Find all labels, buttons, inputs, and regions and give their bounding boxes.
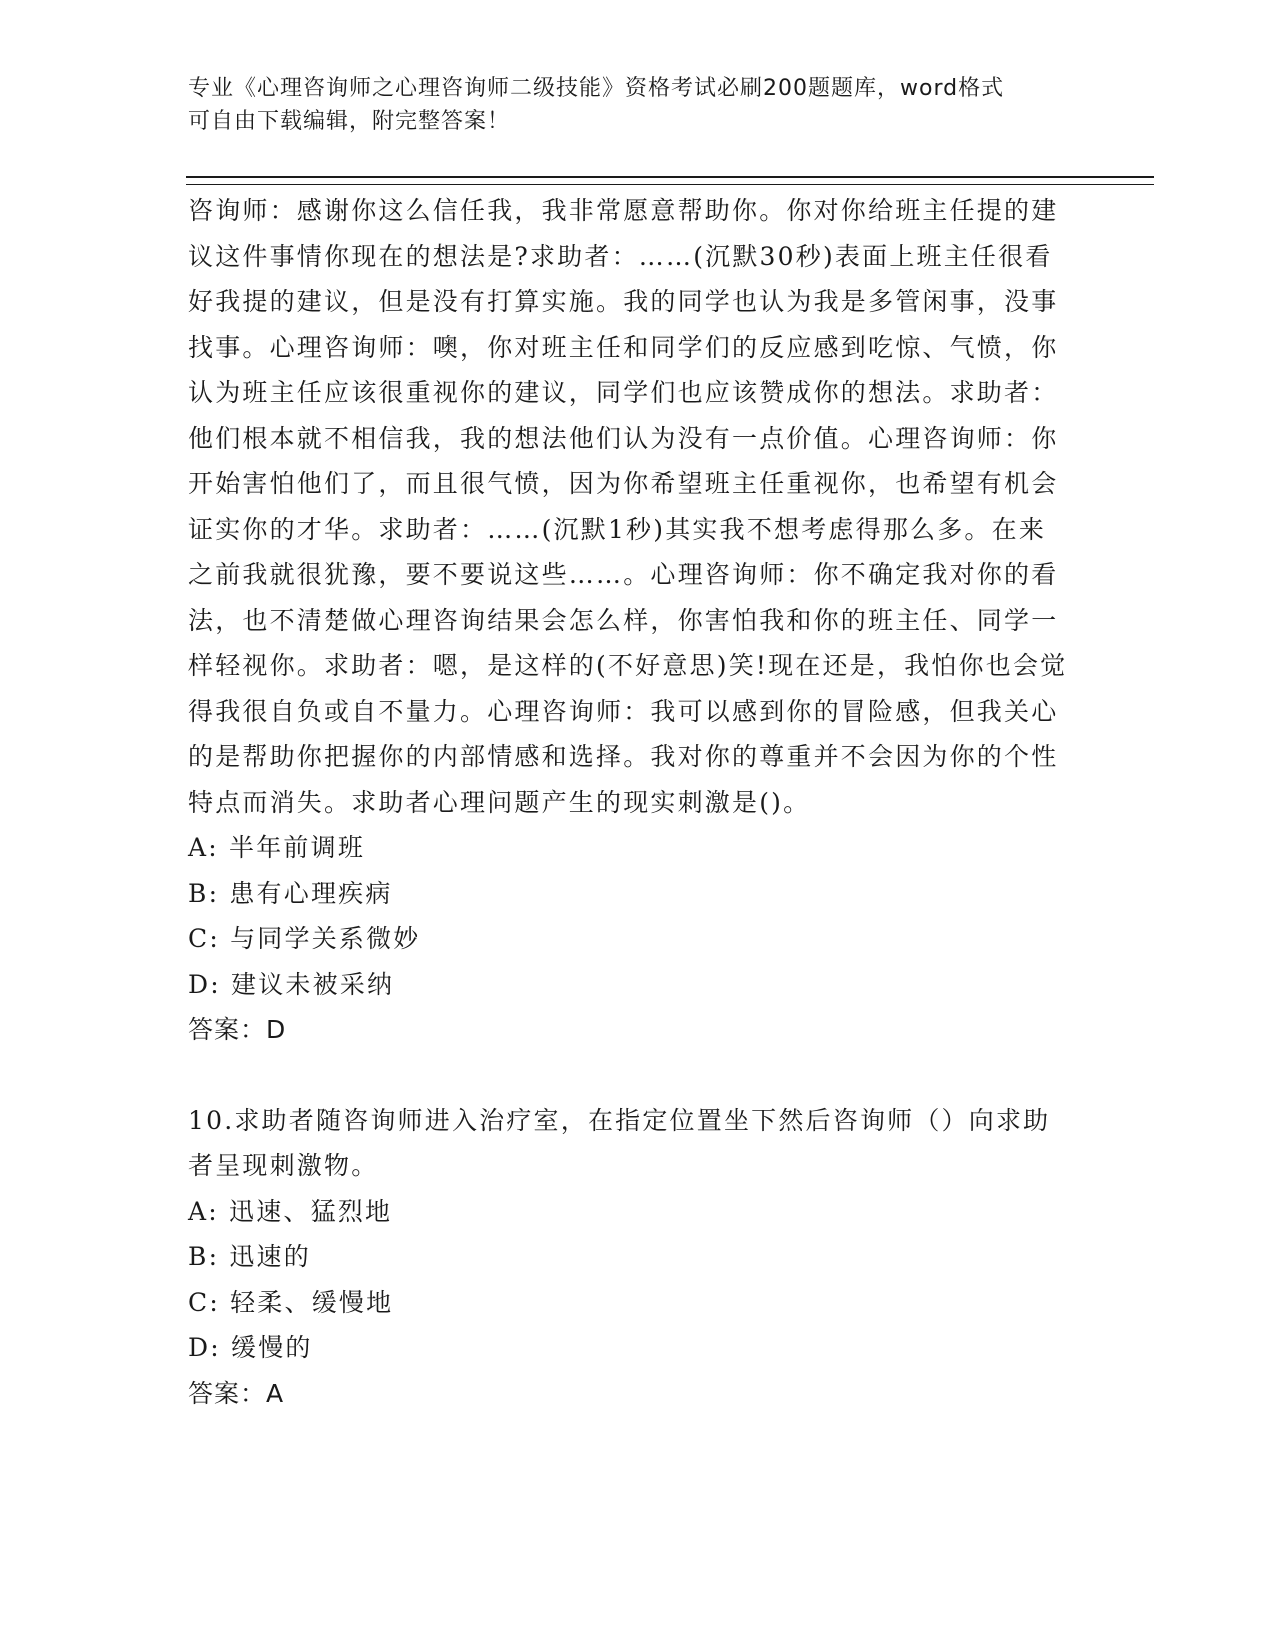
header-line-2: 可自由下载编辑，附完整答案！	[188, 109, 511, 134]
question-spacer	[188, 1053, 1068, 1098]
question-10-stem: 10.求助者随咨询师进入治疗室，在指定位置坐下然后咨询师（）向求助者呈现刺激物。	[188, 1105, 1051, 1180]
question-9-passage: 咨询师：感谢你这么信任我，我非常愿意帮助你。你对你给班主任提的建议这件事情你现在的想法是?求助者：……(沉默30秒)表面上班主任很看好我提的建议，但是没有打算实施。我的同学也认为我是多管闲事，没事找事。心理咨询师：噢，你对班主任和同学们的反应感到吃惊、气愤，你认为班主任应该很重视你的建议，同学们也应该赞成你的想法。求助者：他们根本就不相信我，我的想法他们认为没有一点价值。心理咨询师：你开始害怕他们了，而且很气愤，因为你希望班主任重视你，也希望有机会证实你的才华。求助者：……(沉默1秒)其实我不想考虑得那么多。在来之前我就很犹豫，要不要说这些……。心理咨询师：你不确定我对你的看法，也不清楚做心理咨询结果会怎么样，你害怕我和你的班主任、同学一样轻视你。求助者：嗯，是这样的(不好意思)笑!现在还是，我怕你也会觉得我很自负或自不量力。心理咨询师：我可以感到你的冒险感，但我关心的是帮助你把握你的内部情感和选择。我对你的尊重并不会因为你的个性特点而消失。求助者心理问题产生的现实刺激是()。	[188, 196, 1068, 817]
header-line-1: 专业《心理咨询师之心理咨询师二级技能》资格考试必刷200题题库，word格式	[188, 76, 1005, 101]
question-9-option-a: A: 半年前调班	[188, 833, 366, 862]
document-body	[188, 188, 1068, 1416]
question-10	[188, 1098, 1068, 1417]
header-divider	[186, 176, 1154, 185]
question-10-answer: 答案：A	[188, 1378, 285, 1408]
question-10-option-b: B: 迅速的	[188, 1242, 311, 1271]
document-header	[188, 72, 1068, 138]
question-10-option-a: A: 迅速、猛烈地	[188, 1196, 393, 1226]
question-9-option-d: D: 建议未被采纳	[188, 969, 395, 999]
question-9-option-c: C: 与同学关系微妙	[188, 924, 421, 953]
question-9	[188, 188, 1068, 1053]
question-9-option-b: B: 患有心理疾病	[188, 878, 393, 908]
question-10-option-d: D: 缓慢的	[188, 1333, 313, 1362]
question-10-option-c: C: 轻柔、缓慢地	[188, 1287, 394, 1317]
question-9-answer: 答案：D	[188, 1015, 287, 1044]
